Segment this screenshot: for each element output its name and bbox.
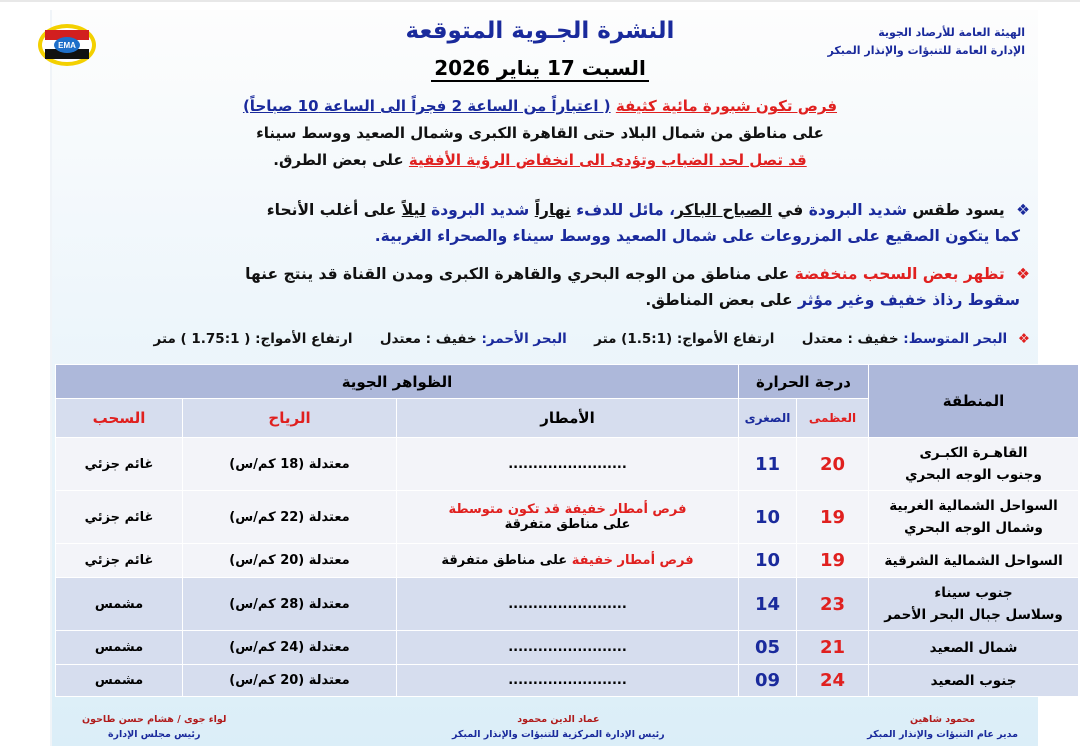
region-name: السواحل الشمالية الشرقية [884, 552, 1063, 569]
sea-med-label: البحر المتوسط: [903, 331, 1008, 347]
region-cell [869, 665, 1079, 697]
rain-detail: على مناطق متفرقة [441, 553, 568, 568]
diamond-bullet-icon: ❖ [1017, 331, 1030, 347]
wind-cell: معتدلة (18 كم/س) [183, 438, 397, 491]
table-row [56, 665, 1079, 697]
min-temp: 14 [739, 578, 797, 631]
header-phenomena: الظواهر الجوية [56, 365, 739, 399]
rain-cell [397, 544, 739, 578]
min-temp: 10 [739, 491, 797, 544]
diamond-bullet-icon: ❖ [1016, 265, 1030, 283]
p2-drizzle: سقوط رذاذ خفيف وغير مؤثر [797, 291, 1020, 309]
weather-paragraph-1-line-2: كما يتكون الصقيع على المزروعات على شمال الصعيد ووسط سيناء والصحراء الغربية. [374, 227, 1020, 245]
p1-text-c: في [777, 201, 804, 219]
bulletin-date [0, 56, 1080, 80]
forecast-table [55, 364, 1079, 697]
rain-cell [397, 438, 739, 491]
department-name: الإدارة العامة للتنبؤات والإنذار المبكر [827, 44, 1025, 57]
min-temp: 09 [739, 665, 797, 697]
signatory-title: رئيس مجلس الإدارة [107, 729, 201, 740]
cloud-cell: مشمس [56, 665, 183, 697]
sea-red-label: البحر الأحمر: [481, 331, 567, 347]
signatory-name: عماد الدين محمود [517, 714, 600, 725]
rain-detail: على مناطق متفرقة [504, 517, 631, 532]
sea-red-waves: ارتفاع الأمواج: (1.5:1) متر [594, 331, 775, 347]
table-row [56, 544, 1079, 578]
header-temperature: درجة الحرارة [739, 365, 869, 399]
region-name-2: وجنوب الوجه البحري [905, 467, 1042, 483]
rain-chance: فرص أمطار خفيفة قد تكون متوسطة [448, 502, 687, 517]
min-temp: 10 [739, 544, 797, 578]
region-name-2: وشمال الوجه البحري [904, 520, 1043, 536]
region-cell [869, 631, 1079, 665]
p1-text-a: يسود طقس [912, 201, 1005, 219]
table-row [56, 438, 1079, 491]
region-name: القاهـرة الكبـرى [919, 445, 1028, 461]
p1-text-f: نهاراً [534, 201, 571, 219]
table-row [56, 578, 1079, 631]
wind-cell: معتدلة (20 كم/س) [183, 544, 397, 578]
region-name: جنوب الصعيد [930, 672, 1017, 689]
max-temp: 20 [797, 438, 869, 491]
sea-med-state: خفيف : معتدل [801, 331, 899, 347]
fog-line-1 [0, 97, 1080, 115]
fog-headline: فرص تكون شبورة مائية كثيفة [615, 97, 838, 115]
rain-cell: ........................ [397, 578, 739, 631]
rain-cell [397, 491, 739, 544]
p1-text-g: شديد البرودة [431, 201, 530, 219]
p2-text-a: تظهر بعض السحب منخفضة [794, 265, 1005, 283]
fog-impact: قد تصل لحد الضباب وتؤدى الى انخفاض الرؤية الأفقية [408, 151, 807, 169]
min-temp: 05 [739, 631, 797, 665]
header-min: الصغرى [739, 399, 797, 438]
max-temp: 24 [797, 665, 869, 697]
p1-text-i: على أغلب الأنحاء [266, 201, 397, 219]
cloud-cell: غائم جزئي [56, 544, 183, 578]
p1-text-d: الصباح الباكر [675, 201, 773, 219]
signatory-title: رئيس الإدارة المركزية للتنبؤات والإنذار المبكر [452, 729, 665, 740]
weather-paragraph-2-line-2 [645, 291, 1020, 309]
region-name: شمال الصعيد [929, 639, 1018, 656]
max-temp: 21 [797, 631, 869, 665]
wind-cell: معتدلة (20 كم/س) [183, 665, 397, 697]
wind-cell: معتدلة (22 كم/س) [183, 491, 397, 544]
max-temp: 19 [797, 544, 869, 578]
rain-cell: ........................ [397, 665, 739, 697]
region-name: السواحل الشمالية الغربية [889, 498, 1058, 514]
bulletin-title: النشرة الجـوية المتوقعة [405, 18, 675, 44]
signature-left [82, 712, 226, 742]
signatory-title: مدير عام التنبؤات والإنذار المبكر [867, 729, 1018, 740]
weather-paragraph-2 [245, 265, 1030, 283]
wind-cell: معتدلة (24 كم/س) [183, 631, 397, 665]
table-row [56, 631, 1079, 665]
p1-text-b: شديد البرودة [808, 201, 907, 219]
cloud-cell: مشمس [56, 631, 183, 665]
region-cell [869, 438, 1079, 491]
fog-line-2: على مناطق من شمال البلاد حتى القاهرة الكبرى وشمال الصعيد ووسط سيناء [256, 124, 824, 142]
sea-state-line [154, 331, 1030, 347]
fog-time-range: ( اعتباراً من الساعة 2 فجراً الى الساعة 10 صباحاً) [242, 97, 611, 115]
rain-cell: ........................ [397, 631, 739, 665]
sea-red-state: خفيف : معتدل [379, 331, 477, 347]
region-cell [869, 491, 1079, 544]
p2-drizzle-tail: على بعض المناطق. [645, 291, 793, 309]
p1-text-e: ، مائل للدفء [576, 201, 676, 219]
signatory-name: محمود شاهين [909, 714, 976, 725]
cloud-cell: غائم جزئي [56, 438, 183, 491]
diamond-bullet-icon: ❖ [1016, 201, 1030, 219]
signature-center [452, 712, 665, 742]
fog-line-3 [0, 151, 1080, 169]
region-cell [869, 544, 1079, 578]
svg-text:EMA: EMA [58, 41, 76, 50]
signature-right [867, 712, 1018, 742]
region-cell [869, 578, 1079, 631]
wind-cell: معتدلة (28 كم/س) [183, 578, 397, 631]
header-region: المنطقة [869, 365, 1079, 438]
region-name: جنوب سيناء [934, 585, 1013, 601]
header-wind: الرياح [183, 399, 397, 438]
header-cloud: السحب [56, 399, 183, 438]
max-temp: 19 [797, 491, 869, 544]
min-temp: 11 [739, 438, 797, 491]
authority-name: الهيئة العامة للأرصاد الجوية [878, 26, 1025, 39]
table-row [56, 491, 1079, 544]
max-temp: 23 [797, 578, 869, 631]
rain-detail: ........................ [508, 456, 627, 472]
header-rain: الأمطار [397, 399, 739, 438]
region-name-2: وسلاسل جبال البحر الأحمر [884, 607, 1063, 623]
date-text: السبت 17 يناير 2026 [431, 56, 649, 82]
sea-med-waves: ارتفاع الأمواج: ( 1.75:1 ) متر [153, 331, 353, 347]
cloud-cell: غائم جزئي [56, 491, 183, 544]
fog-impact-tail: على بعض الطرق. [273, 151, 404, 169]
p2-text-b: على مناطق من الوجه البحري والقاهرة الكبرى ومدن القناة قد ينتج عنها [245, 265, 790, 283]
p1-text-h: ليلاً [401, 201, 426, 219]
rain-chance: فرص أمطار خفيفة [571, 553, 694, 568]
cloud-cell: مشمس [56, 578, 183, 631]
signatory-name: لواء جوى / هشام حسن طاحون [82, 714, 227, 725]
weather-paragraph-1 [267, 201, 1030, 219]
header-max: العظمى [797, 399, 869, 438]
